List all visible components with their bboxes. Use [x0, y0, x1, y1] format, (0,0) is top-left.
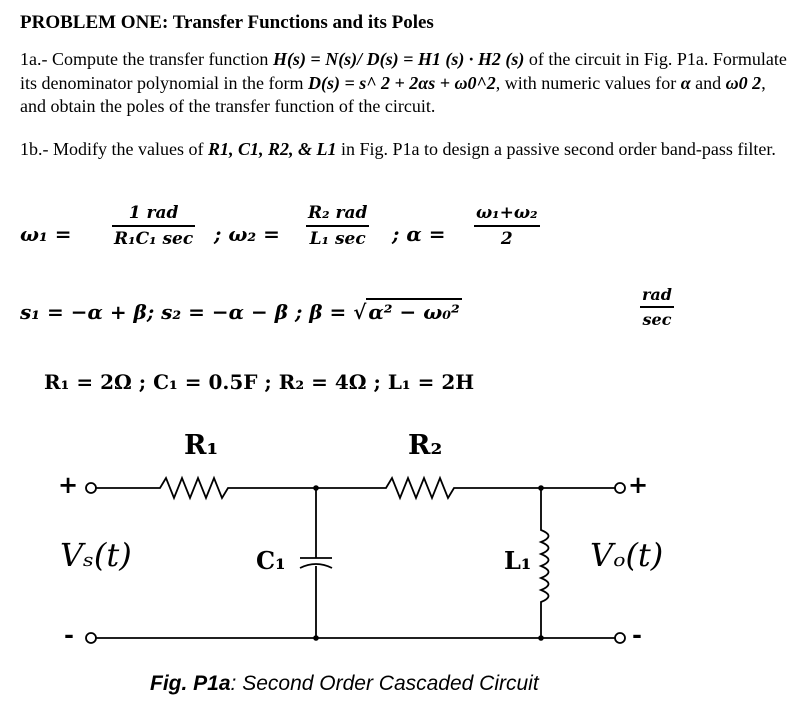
figure-caption	[150, 672, 539, 696]
output-plus-terminal	[615, 483, 625, 493]
eq-alpha-label: ; α =	[392, 222, 446, 246]
label-r1: R₁	[184, 430, 219, 461]
label-vs: Vₛ(t)	[60, 536, 132, 574]
q1a-transfer-function: H(s) = N(s)/ D(s) = H1 (s) · H2 (s)	[272, 49, 525, 69]
capacitor-c1	[300, 488, 332, 638]
fraction-denominator: R₁C₁ sec	[114, 229, 194, 249]
label-vo: Vₒ(t)	[590, 536, 664, 574]
q1a-text-2: of the circuit in Fig. P1a. Formulate its denominator polynomial in the form	[20, 49, 787, 93]
input-minus-terminal	[86, 633, 96, 643]
inductor-l1	[541, 488, 549, 638]
caption-label: Fig. P1a	[150, 672, 231, 695]
q1b-text: 1b.- Modify the values of	[20, 139, 208, 159]
label-plus-out: +	[628, 470, 649, 499]
q1a-denominator: D(s) = s^ 2 + 2αs + ω0^2	[307, 72, 496, 93]
label-plus-in: +	[58, 470, 79, 499]
q1a-text-4: and	[690, 72, 726, 93]
fraction-numerator: ω₁+ω₂	[476, 203, 538, 223]
q1a-omega: ω0 2	[725, 72, 762, 93]
problem-title: PROBLEM ONE: Transfer Functions and its Poles	[20, 12, 434, 33]
fraction-numerator: R₂ rad	[308, 203, 368, 223]
caption-text: : Second Order Cascaded Circuit	[230, 672, 539, 695]
label-minus-out: -	[632, 620, 642, 649]
label-l1: L₁	[504, 546, 532, 575]
q1b-text-2: in Fig. P1a to design a passive second order band-pass filter.	[336, 139, 776, 159]
fraction-denominator: sec	[642, 310, 672, 329]
label-r2: R₂	[408, 430, 443, 461]
fraction-denominator: 2	[500, 229, 513, 249]
eq-omega1-label: ω₁ =	[20, 222, 72, 246]
fraction-denominator: L₁ sec	[309, 229, 366, 249]
input-plus-terminal	[86, 483, 96, 493]
q1a-alpha: α	[680, 72, 691, 93]
eq-radicand: α² − ω₀²	[368, 300, 460, 324]
top-wire-resistors	[96, 478, 615, 498]
fraction-numerator: 1 rad	[128, 203, 179, 223]
output-minus-terminal	[615, 633, 625, 643]
q1a-text-3: , with numeric values for	[495, 72, 681, 93]
label-minus-in: -	[64, 620, 74, 649]
eq-omega2-label: ; ω₂ =	[214, 222, 280, 246]
label-c1: C₁	[256, 546, 286, 575]
eq-poles-text: s₁ = −α + β; s₂ = −α − β ; β = √	[20, 300, 367, 324]
fraction-numerator: rad	[642, 285, 672, 304]
q1a-text-5: , and obtain the poles of the transfer function of the circuit.	[20, 72, 766, 116]
component-values: R₁ = 2Ω ; C₁ = 0.5F ; R₂ = 4Ω ; L₁ = 2H	[44, 370, 475, 394]
q1b-vars: R1, C1, R2, & L1	[207, 139, 337, 159]
q1a-text: 1a.- Compute the transfer function	[20, 49, 273, 69]
